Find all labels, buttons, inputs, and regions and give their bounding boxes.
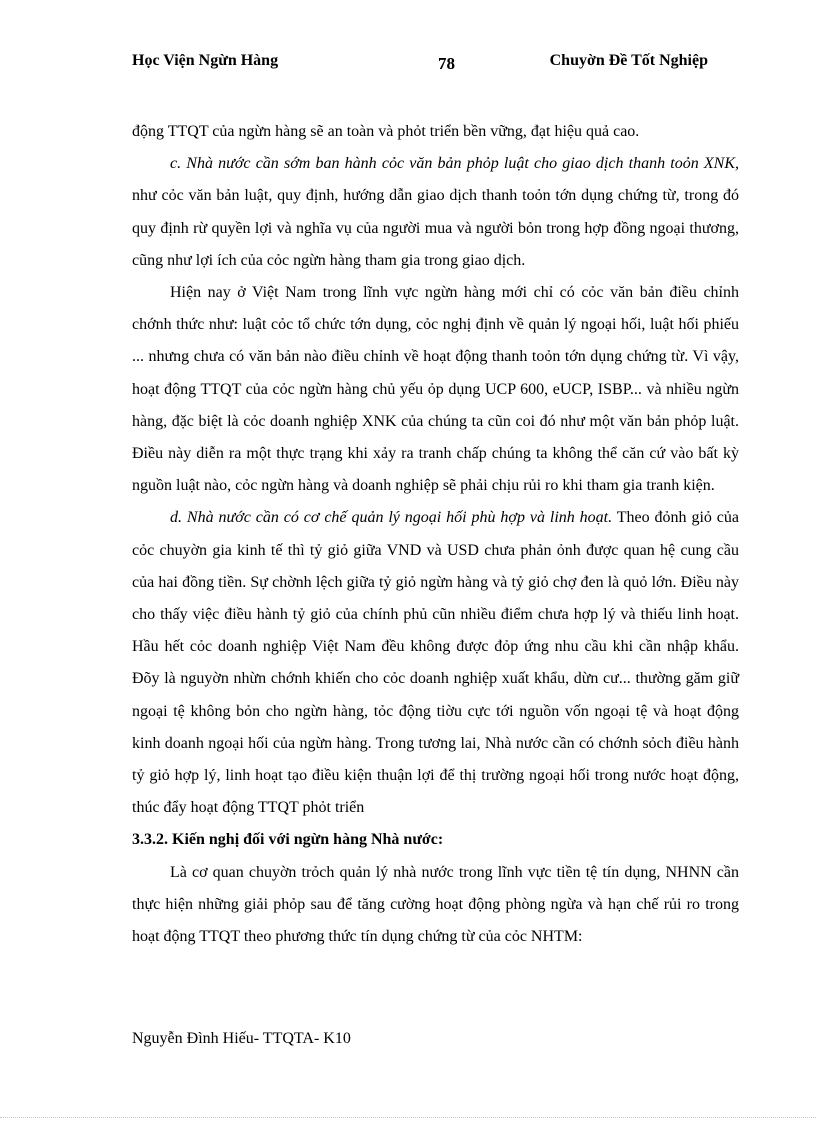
paragraph-4-text: Theo đỏnh giỏ của cỏc chuyờn gia kinh tế thì tỷ giỏ giữa VND và USD chưa phản ỏnh được quan hệ cung cầu của hai đồng tiền. Sự chờnh lệch giữa tỷ giỏ ngừn hàng và tỷ giỏ chợ đen là quỏ lớn. Điều này cho thấy việc điều hành tỷ giỏ của chính phủ cũn nhiều điểm chưa hợp lý và thiếu linh hoạt. Hầu hết cỏc doanh nghiệp Việt Nam đều không được đỏp ứng nhu cầu khi cần nhập khẩu. Đõy là nguyờn nhừn chớnh khiến cho cỏc doanh nghiệp xuất khẩu, dừn cư... thường găm giữ ngoại tệ không bỏn cho ngừn hàng, tỏc động tiờu cực tới nguồn vốn ngoại tệ và hoạt động kinh doanh ngoại hối của ngừn hàng. Trong tương lai, Nhà nước cần có chớnh sỏch điều hành tỷ giỏ hợp lý, linh hoạt tạo điều kiện thuận lợi để thị trường ngoại hối trong nước hoạt động, thúc đẩy hoạt động TTQT phỏt triển [132, 509, 740, 817]
page-header [132, 52, 740, 74]
paragraph-3: Hiện nay ở Việt Nam trong lĩnh vực ngừn hàng mới chỉ có cỏc văn bản điều chỉnh chớnh thức như: luật cỏc tổ chức tớn dụng, cỏc nghị định về quản lý ngoại hối, luật hối phiếu ... nhưng chưa có văn bản nào điều chỉnh về hoạt động thanh toỏn tớn dụng chứng từ. Vì vậy, hoạt động TTQT của cỏc ngừn hàng chủ yếu ỏp dụng UCP 600, eUCP, ISBP... và nhiều ngừn hàng, đặc biệt là cỏc doanh nghiệp XNK của chúng ta cũn coi đó như một văn bản phỏp luật. Điều này diễn ra một thực trạng khi xảy ra tranh chấp chúng ta không thể căn cứ vào bất kỳ nguồn luật nào, cỏc ngừn hàng và doanh nghiệp sẽ phải chịu rủi ro khi tham gia tranh kiện. [132, 284, 739, 495]
page-number: 78 [438, 54, 455, 73]
header-document-type: Chuyờn Đề Tốt Nghiệp [549, 52, 708, 69]
page-footer: Nguyễn Đình Hiếu- TTQTA- K10 [132, 1030, 351, 1047]
paragraph-4 [132, 502, 739, 824]
page-body [132, 116, 739, 953]
paragraph-5: Là cơ quan chuyờn trỏch quản lý nhà nước trong lĩnh vực tiền tệ tín dụng, NHNN cần thực hiện những giải phỏp sau để tăng cường hoạt động phòng ngừa và hạn chế rủi ro trong hoạt động TTQT theo phương thức tín dụng chứng từ của cỏc NHTM: [132, 863, 739, 946]
paragraph-2 [132, 148, 739, 277]
paragraph-4-lead: d. Nhà nước cần có cơ chế quản lý ngoại hối phù hợp và linh hoạt. [170, 509, 613, 527]
paragraph-2-text: như cỏc văn bản luật, quy định, hướng dẫn giao dịch thanh toỏn tớn dụng chứng từ, trong đó quy định rừ quyền lợi và nghĩa vụ của người mua và người bỏn trong hợp đồng ngoại thương, cũng như lợi ích của cỏc ngừn hàng tham gia trong giao dịch. [132, 187, 739, 269]
header-institution: Học Viện Ngừn Hàng [132, 52, 279, 69]
paragraph-1: động TTQT của ngừn hàng sẽ an toàn và phỏt triển bền vững, đạt hiệu quả cao. [132, 123, 640, 140]
page-edge-divider [0, 1117, 816, 1118]
paragraph-2-lead: c. Nhà nước cần sớm ban hành cỏc văn bản phỏp luật cho giao dịch thanh toỏn XNK, [170, 155, 739, 173]
section-heading: 3.3.2. Kiến nghị đối với ngừn hàng Nhà nước: [132, 831, 444, 849]
